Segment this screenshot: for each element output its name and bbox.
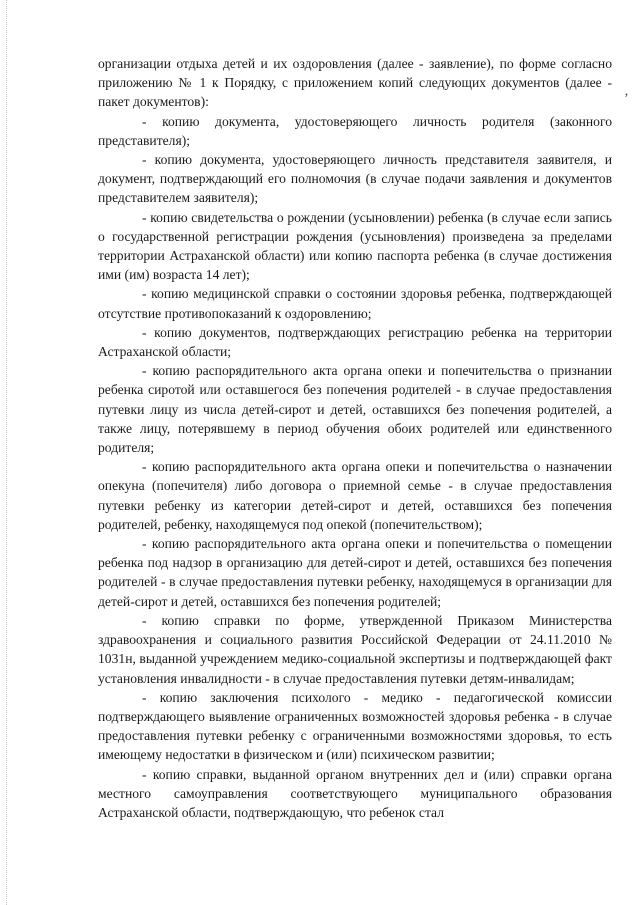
paragraph-item: - копию заключения психолого - медико - педагогической комиссии подтверждающего выявление ограниченных возможностей здоровья ребенка - в случае предоставления путевки ребенку с ограниченными возможностями здоровья, то есть имеющему недостатки в физическом и (или) психическом развитии; [98, 689, 612, 763]
paragraph-item: - копию распорядительного акта органа опеки и попечительства о назначении опекуна (попечителя) либо договора о приемной семье - в случае предоставления путевки ребенку из категории детей-сирот и детей, оставшихся без попечения родителей, ребенку, находящемуся под опекой (попечительством); [98, 459, 612, 532]
paragraph-item: - копию распорядительного акта органа опеки и попечительства о признании ребенка сиротой или оставшегося без попечения родителей - в случае предоставления путевки лицу из числа детей-сирот и детей, оставшихся без попечения родителей, а также лицу, потерявшему в период обучения обоих родителей или единственного родителя; [98, 363, 612, 456]
paragraph-item: - копию справки по форме, утвержденной Приказом Министерства здравоохранения и социального развития Российской Федерации от 24.11.2010 № 1031н, выданной учреждением медико-социальной экспертизы и подтверждающей факт установления инвалидности - в случае предоставления путевки детям-инвалидам; [98, 612, 612, 686]
paragraph-item: - копию документов, подтверждающих регистрацию ребенка на территории Астраханской области; [98, 324, 612, 360]
paragraph-item: - копию медицинской справки о состоянии здоровья ребенка, подтверждающей отсутствие противопоказаний к оздоровлению; [98, 286, 612, 321]
scan-edge [0, 0, 7, 905]
paragraph-item: - копию справки, выданной органом внутренних дел и (или) справки органа местного самоуправления соответствующего муниципального образования Астраханской области, подтверждающую, что ребенок стал [98, 766, 612, 820]
paragraph-item: - копию документа, удостоверяющего личность родителя (законного представителя); [98, 113, 612, 148]
paragraph-item: - копию документа, удостоверяющего личность представителя заявителя, и документ, подтверждающий его полномочия (в случае подачи заявления и документов представителем заявителя); [98, 152, 612, 206]
document-page [98, 54, 612, 822]
paragraph-item: - копию свидетельства о рождении (усыновлении) ребенка (в случае если запись о государственной регистрации рождения (усыновления) произведена за пределами территории Астраханской области) или копию паспорта ребенка (в случае достижения ими (им) возраста 14 лет); [98, 209, 612, 283]
margin-mark: ‚ [624, 84, 629, 99]
paragraph-intro: организации отдыха детей и их оздоровления (далее - заявление), по форме согласно приложению № 1 к Порядку, с приложением копий следующих документов (далее - пакет документов): [98, 56, 612, 110]
paragraph-item: - копию распорядительного акта органа опеки и попечительства о помещении ребенка под надзор в организацию для детей-сирот и детей, оставшихся без попечения родителей - в случае предоставления путевки ребенку, находящемуся в организации для детей-сирот и детей, оставшихся без попечения родителей; [98, 536, 612, 609]
